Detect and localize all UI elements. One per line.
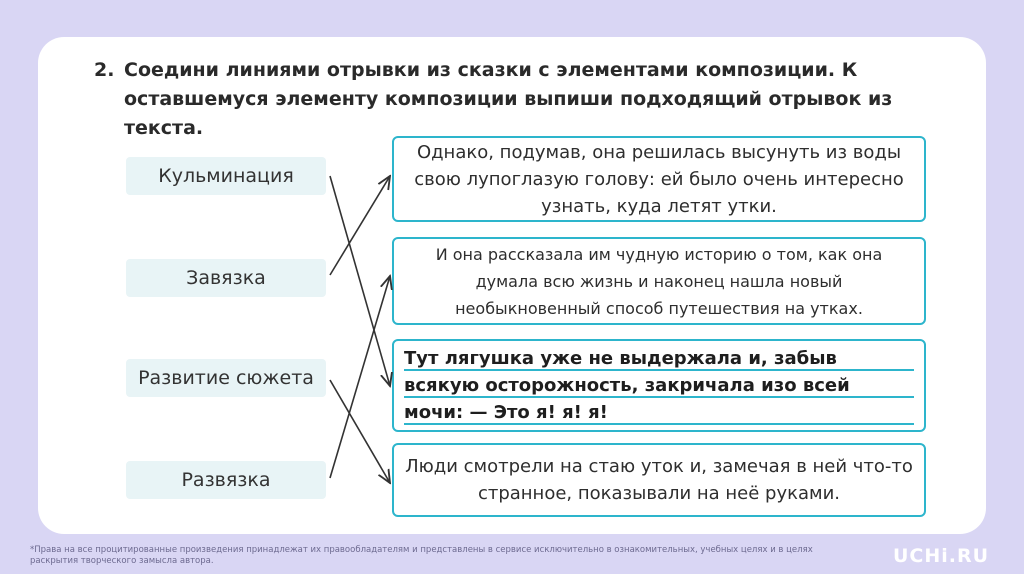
element-development[interactable]: Развитие сюжета — [126, 359, 326, 397]
copyright-disclaimer: *Права на все процитированные произведения принадлежат их правообладателям и представлены в сервисе исключительно в ознакомительных, учебных целях и в целях раскрытия творческого замысла автора. — [30, 545, 813, 566]
uchi-logo: UCHi.RU — [893, 545, 990, 567]
line-exposition-to-fragment-1 — [330, 176, 390, 275]
line-development-to-fragment-4 — [330, 380, 390, 483]
line-climax-to-fragment-3 — [330, 176, 390, 386]
line-resolution-to-fragment-2 — [330, 276, 390, 478]
element-exposition[interactable]: Завязка — [126, 259, 326, 297]
element-resolution[interactable]: Развязка — [126, 461, 326, 499]
element-climax[interactable]: Кульминация — [126, 157, 326, 195]
fragment-2[interactable]: И она рассказала им чудную историю о том, как она думала всю жизнь и наконец нашла новый необыкновенный способ путешествия на утках. — [392, 237, 926, 325]
fragment-1[interactable]: Однако, подумав, она решилась высунуть из воды свою лупоглазую голову: ей было очень интересно узнать, куда летят утки. — [392, 136, 926, 222]
task-number: 2. — [94, 59, 115, 81]
task-text: Соедини линиями отрывки из сказки с элементами композиции. К оставшемуся элементу композиции выпиши подходящий отрывок из текста. — [124, 59, 893, 139]
fragment-3-answer: Тут лягушка уже не выдержала и, забыв всякую осторожность, закричала изо всей мочи: — Это я! я! я! — [404, 345, 914, 426]
fragment-4[interactable]: Люди смотрели на стаю уток и, замечая в ней что-то странное, показывали на неё руками. — [392, 443, 926, 517]
